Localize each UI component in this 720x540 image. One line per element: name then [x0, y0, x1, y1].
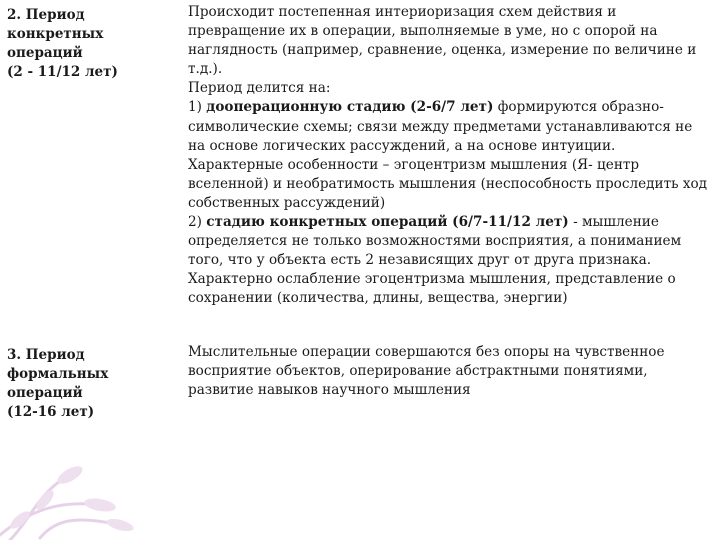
- period-title-line: операций: [7, 385, 83, 401]
- stage-number: 2): [188, 214, 207, 231]
- stage-1-paragraph: [188, 98, 712, 213]
- divides-paragraph: Период делится на:: [188, 80, 331, 97]
- stage-text: - мышление определяется не только возможностями восприятия, а пониманием того, что у объекта есть 2 независящих друг от друга признака. Характерно ослабление эгоцентризма мышления, представление о сохранении (количества, длины, вещества, энергии): [188, 214, 682, 307]
- period-description: [178, 0, 720, 340]
- period-title-line: конкретных: [7, 26, 104, 42]
- stage-2-paragraph: [188, 213, 712, 308]
- stage-number: 1): [188, 99, 207, 116]
- stage-title: дооперационную стадию (2-6/7 лет): [206, 99, 494, 116]
- period-age-range: (12-16 лет): [7, 404, 95, 420]
- period-title-line: 3. Период: [7, 347, 85, 363]
- period-title-line: операций: [7, 45, 83, 61]
- table-row: [0, 340, 720, 540]
- period-description: [178, 340, 720, 540]
- description-paragraph: Мыслительные операции совершаются без опоры на чувственное восприятие объектов, оперирование абстрактными понятиями, развитие навыков научного мышления: [188, 344, 665, 399]
- intro-paragraph: Происходит постепенная интериоризация схем действия и превращение их в операции, выполняемые в уме, но с опорой на наглядность (например, сравнение, оценка, измерение по величине и т.д.).: [188, 4, 697, 78]
- stage-text: формируются образно-символические схемы; связи между предметами устанавливаются не на основе логических рассуждений, а на основе интуиции. Характерные особенности – эгоцентризм мышления (Я- центр вселенной) и необратимость мышления (неспособность проследить ход собственных рассуждений): [188, 99, 708, 211]
- period-title: [0, 340, 178, 540]
- period-title: [0, 0, 178, 340]
- period-age-range: (2 - 11/12 лет): [7, 64, 118, 80]
- stage-title: стадию конкретных операций (6/7-11/12 лет): [206, 214, 569, 231]
- period-title-line: 2. Период: [7, 7, 85, 23]
- period-title-line: формальных: [7, 366, 109, 382]
